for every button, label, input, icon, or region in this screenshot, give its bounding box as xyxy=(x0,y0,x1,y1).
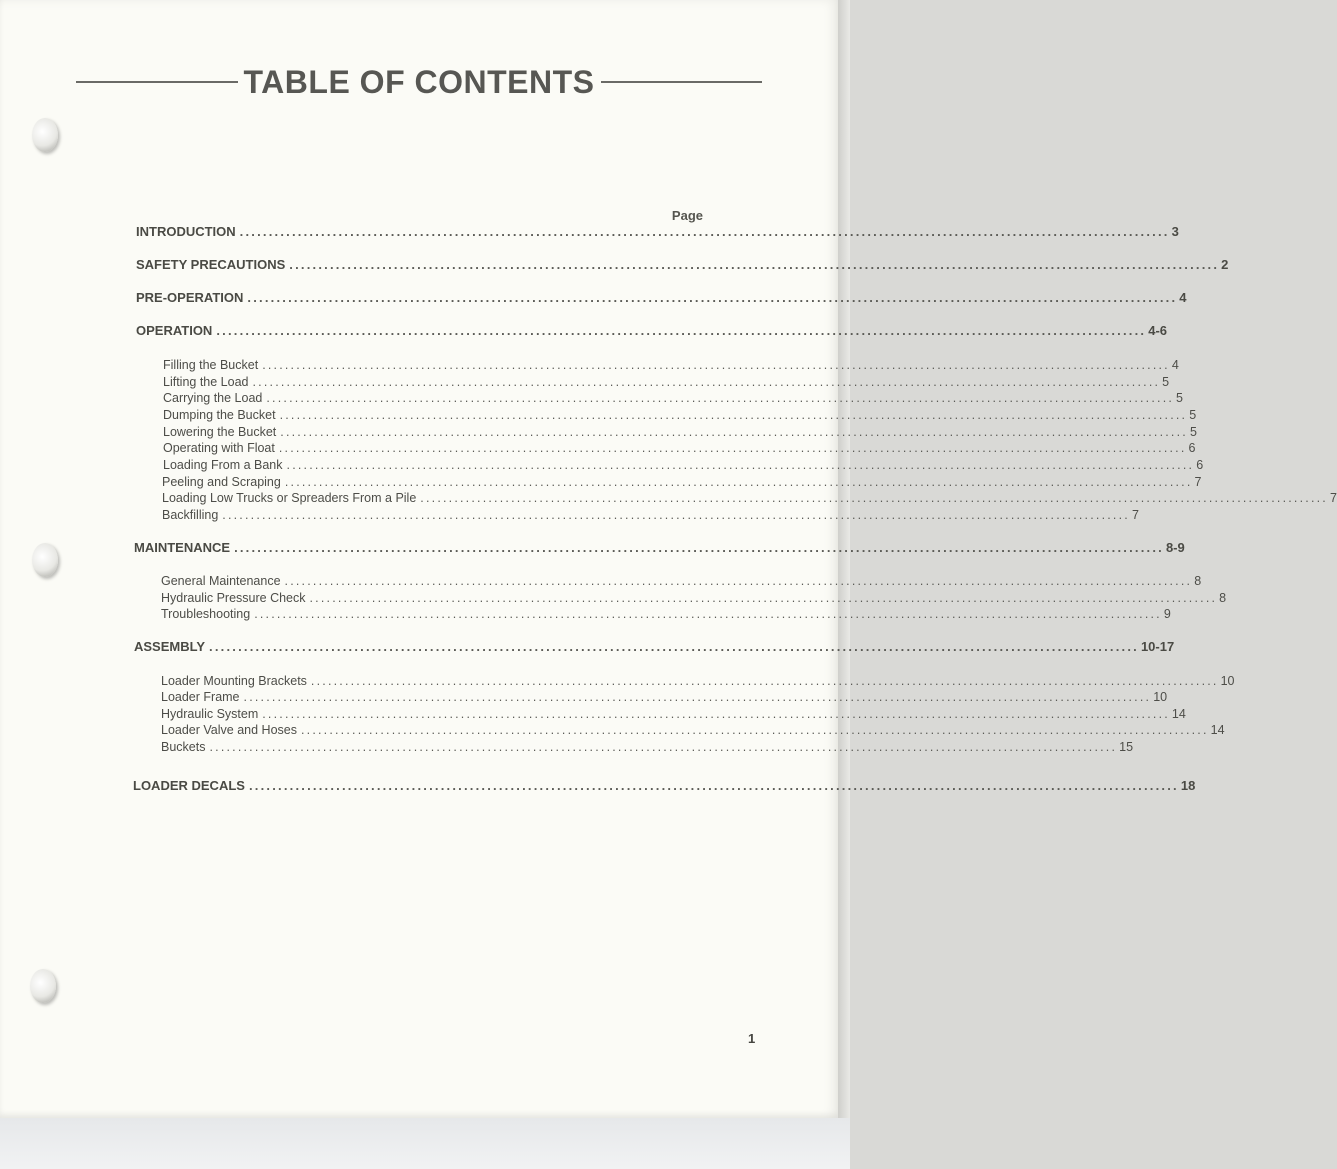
title-rule-right xyxy=(601,81,763,83)
toc-entry-label: Hydraulic Pressure Check xyxy=(161,591,306,605)
toc-entry[interactable] xyxy=(162,488,1337,505)
toc-entry-label: LOADER DECALS xyxy=(133,778,245,793)
dot-leader: ................................................................................................................................................................ xyxy=(309,591,1218,605)
toc-entry-page: 7 xyxy=(1194,475,1202,489)
toc-entry-page: 10-17 xyxy=(1140,639,1175,654)
dot-leader: ................................................................................................................................................................ xyxy=(279,408,1188,422)
dot-leader: ................................................................................................................................................................ xyxy=(239,224,1170,239)
toc-entry-page: 8 xyxy=(1194,574,1202,588)
toc-entry-label: PRE-OPERATION xyxy=(136,290,244,305)
toc-entry-page: 9 xyxy=(1163,607,1171,621)
punch-hole xyxy=(30,969,56,1003)
dot-leader: ................................................................................................................................................................ xyxy=(248,778,1179,793)
punch-hole xyxy=(32,118,58,152)
toc-entry-page: 10 xyxy=(1153,690,1168,704)
toc-entry-label: Lifting the Load xyxy=(163,375,249,389)
dot-leader: ................................................................................................................................................................ xyxy=(216,323,1147,338)
toc-entry-page: 7 xyxy=(1329,491,1337,505)
toc-entry-label: Buckets xyxy=(161,740,206,754)
title-rule-left xyxy=(76,81,238,83)
toc-entry-page: 8 xyxy=(1219,591,1227,605)
dot-leader: ................................................................................................................................................................ xyxy=(310,674,1219,688)
toc-entry-page: 5 xyxy=(1189,408,1197,422)
dot-leader: ................................................................................................................................................................ xyxy=(280,425,1188,439)
dot-leader: ................................................................................................................................................................ xyxy=(278,441,1187,455)
toc-entry-label: Backfilling xyxy=(162,508,219,522)
toc-entry[interactable] xyxy=(161,671,1235,688)
dot-leader: ................................................................................................................................................................ xyxy=(300,723,1209,737)
page-edge xyxy=(838,0,850,1118)
punch-hole xyxy=(32,543,58,577)
dot-leader: ................................................................................................................................................................ xyxy=(284,475,1193,489)
toc-entry-label: Troubleshooting xyxy=(161,607,251,621)
toc-entry-label: Dumping the Bucket xyxy=(163,408,276,422)
toc-entry-label: Peeling and Scraping xyxy=(162,475,281,489)
toc-entry-page: 5 xyxy=(1189,425,1197,439)
toc-entry-page: 4 xyxy=(1171,358,1179,372)
dot-leader: ................................................................................................................................................................ xyxy=(209,740,1118,754)
toc-entry[interactable] xyxy=(161,571,1202,588)
toc-entry[interactable] xyxy=(136,321,1168,338)
toc-entry-label: Hydraulic System xyxy=(161,707,259,721)
toc-entry-page: 6 xyxy=(1196,458,1204,472)
toc-entry[interactable] xyxy=(163,438,1196,455)
toc-entry[interactable] xyxy=(163,372,1170,389)
toc-entry-label: SAFETY PRECAUTIONS xyxy=(136,257,286,272)
toc-entry-label: OPERATION xyxy=(136,323,213,338)
dot-leader: ................................................................................................................................................................ xyxy=(289,257,1220,272)
toc-entry-label: Filling the Bucket xyxy=(163,358,259,372)
toc-entry[interactable] xyxy=(133,776,1196,793)
dot-leader: ................................................................................................................................................................ xyxy=(243,690,1152,704)
dot-leader: ................................................................................................................................................................ xyxy=(266,391,1175,405)
toc-entry-page: 5 xyxy=(1176,391,1183,405)
toc-entry-page: 4 xyxy=(1179,290,1187,305)
toc-entry-page: 5 xyxy=(1162,375,1170,389)
toc-entry-label: Loader Valve and Hoses xyxy=(161,723,297,737)
toc-entry-page: 14 xyxy=(1171,707,1186,721)
toc-entry[interactable] xyxy=(161,704,1186,721)
page-number: 1 xyxy=(748,1031,756,1046)
toc-entry-page: 18 xyxy=(1180,778,1196,793)
toc-entry-label: INTRODUCTION xyxy=(136,224,236,239)
toc-entry[interactable] xyxy=(163,355,1179,372)
toc-entry[interactable] xyxy=(161,720,1225,737)
toc-entry-label: Lowering the Bucket xyxy=(163,425,277,439)
dot-leader: ................................................................................................................................................................ xyxy=(284,574,1193,588)
toc-entry-label: Loading Low Trucks or Spreaders From a Pile xyxy=(162,491,417,505)
toc-entry-page: 6 xyxy=(1188,441,1196,455)
toc-entry[interactable] xyxy=(162,505,1139,522)
dot-leader: ................................................................................................................................................................ xyxy=(420,491,1328,505)
toc-entry[interactable] xyxy=(163,455,1204,472)
toc-entry-page: 2 xyxy=(1221,257,1229,272)
toc-entry[interactable] xyxy=(161,604,1171,621)
toc-entry[interactable] xyxy=(134,538,1185,555)
dot-leader: ................................................................................................................................................................ xyxy=(234,540,1164,555)
dot-leader: ................................................................................................................................................................ xyxy=(247,290,1178,305)
toc-entry[interactable] xyxy=(161,588,1227,605)
dot-leader: ................................................................................................................................................................ xyxy=(262,358,1170,372)
toc-entry-label: Loading From a Bank xyxy=(163,458,283,472)
toc-entry-label: Operating with Float xyxy=(163,441,275,455)
scanner-background xyxy=(0,1118,850,1169)
toc-entry-label: Loader Frame xyxy=(161,690,240,704)
dot-leader: ................................................................................................................................................................ xyxy=(254,607,1162,621)
dot-leader: ................................................................................................................................................................ xyxy=(209,639,1139,654)
toc-entry-page: 10 xyxy=(1220,674,1235,688)
dot-leader: ................................................................................................................................................................ xyxy=(252,375,1161,389)
toc-entry[interactable] xyxy=(161,737,1134,754)
toc-entry-page: 7 xyxy=(1131,508,1139,522)
title-row xyxy=(76,62,762,102)
dot-leader: ................................................................................................................................................................ xyxy=(286,458,1195,472)
toc-entry[interactable] xyxy=(161,687,1168,704)
page-column-header: Page xyxy=(671,208,703,223)
toc-entry-label: ASSEMBLY xyxy=(134,639,206,654)
toc-entry-page: 4-6 xyxy=(1148,323,1168,338)
toc-entry[interactable] xyxy=(162,472,1202,489)
toc-entry-page: 15 xyxy=(1119,740,1134,754)
toc-entry-page: 3 xyxy=(1171,224,1179,239)
page-title: TABLE OF CONTENTS xyxy=(243,63,595,100)
toc-entry-label: MAINTENANCE xyxy=(134,540,231,555)
toc-entry[interactable] xyxy=(136,255,1229,272)
toc-entry[interactable] xyxy=(134,637,1175,654)
toc-entry-label: Carrying the Load xyxy=(163,391,263,405)
toc-entry-label: Loader Mounting Brackets xyxy=(161,674,307,688)
toc-entry-page: 14 xyxy=(1210,723,1225,737)
toc-entry[interactable] xyxy=(163,405,1197,422)
toc-entry-page: 8-9 xyxy=(1165,540,1185,555)
dot-leader: ................................................................................................................................................................ xyxy=(222,508,1130,522)
toc-entry[interactable] xyxy=(163,388,1183,405)
toc-entry[interactable] xyxy=(163,422,1197,439)
toc-entry[interactable] xyxy=(136,288,1187,305)
toc-entry[interactable] xyxy=(136,222,1179,239)
dot-leader: ................................................................................................................................................................ xyxy=(262,707,1170,721)
toc-entry-label: General Maintenance xyxy=(161,574,281,588)
